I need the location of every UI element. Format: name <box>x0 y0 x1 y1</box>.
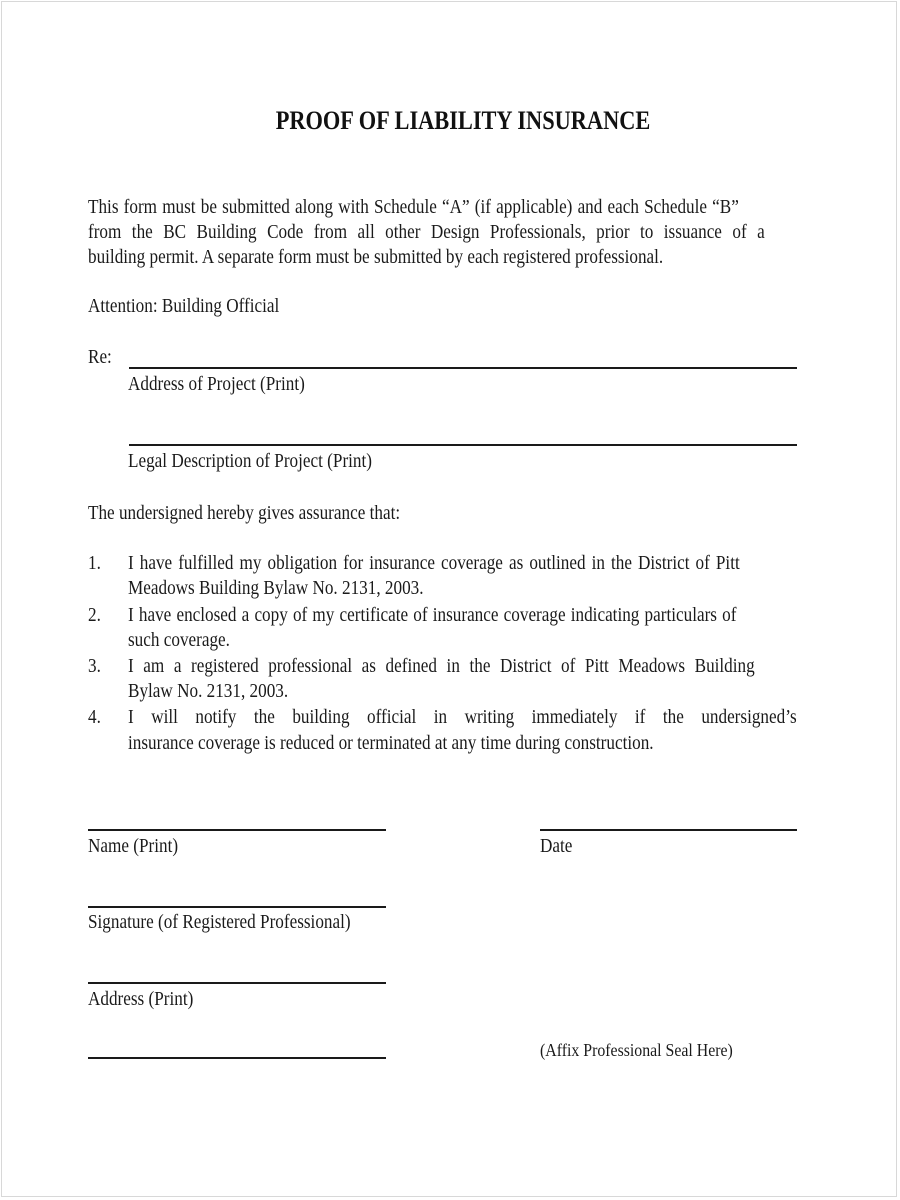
list-item-number: 1. <box>88 553 101 574</box>
intro-line-3: building permit. A separate form must be submitted by each registered professional. <box>88 247 664 268</box>
list-item-line: I have enclosed a copy of my certificate of insurance coverage indicating particulars of <box>128 605 737 626</box>
address-label: Address (Print) <box>88 989 194 1010</box>
project-address-field[interactable] <box>129 367 797 369</box>
name-field[interactable] <box>88 829 386 831</box>
list-item-line: Bylaw No. 2131, 2003. <box>128 681 289 702</box>
list-item-number: 4. <box>88 707 101 728</box>
date-label: Date <box>540 836 573 857</box>
assurance-intro: The undersigned hereby gives assurance that: <box>88 503 401 524</box>
intro-line-1: This form must be submitted along with Schedule “A” (if applicable) and each Schedule “B” <box>88 197 739 218</box>
list-item-number: 2. <box>88 605 101 626</box>
list-item-line: I have fulfilled my obligation for insurance coverage as outlined in the District of Pitt <box>128 553 740 574</box>
name-label: Name (Print) <box>88 836 179 857</box>
date-field[interactable] <box>540 829 797 831</box>
project-address-label: Address of Project (Print) <box>128 374 305 395</box>
list-item-line: I will notify the building official in writing immediately if the undersigned’s <box>128 707 797 728</box>
list-item-line: such coverage. <box>128 630 230 651</box>
legal-description-field[interactable] <box>129 444 797 446</box>
signature-label: Signature (of Registered Professional) <box>88 912 351 933</box>
list-item-line: insurance coverage is reduced or terminated at any time during construction. <box>128 733 654 754</box>
list-item-line: I am a registered professional as defined in the District of Pitt Meadows Building <box>128 656 755 677</box>
attention-line: Attention: Building Official <box>88 296 280 317</box>
address-field[interactable] <box>88 982 386 984</box>
legal-description-label: Legal Description of Project (Print) <box>128 451 372 472</box>
document-title: PROOF OF LIABILITY INSURANCE <box>275 106 651 135</box>
list-item-line: Meadows Building Bylaw No. 2131, 2003. <box>128 578 424 599</box>
intro-line-2: from the BC Building Code from all other Design Professionals, prior to issuance of a <box>88 222 765 243</box>
list-item-number: 3. <box>88 656 101 677</box>
signature-field[interactable] <box>88 906 386 908</box>
re-label: Re: <box>88 347 112 368</box>
seal-label: (Affix Professional Seal Here) <box>540 1040 733 1060</box>
blank-line-field[interactable] <box>88 1057 386 1059</box>
